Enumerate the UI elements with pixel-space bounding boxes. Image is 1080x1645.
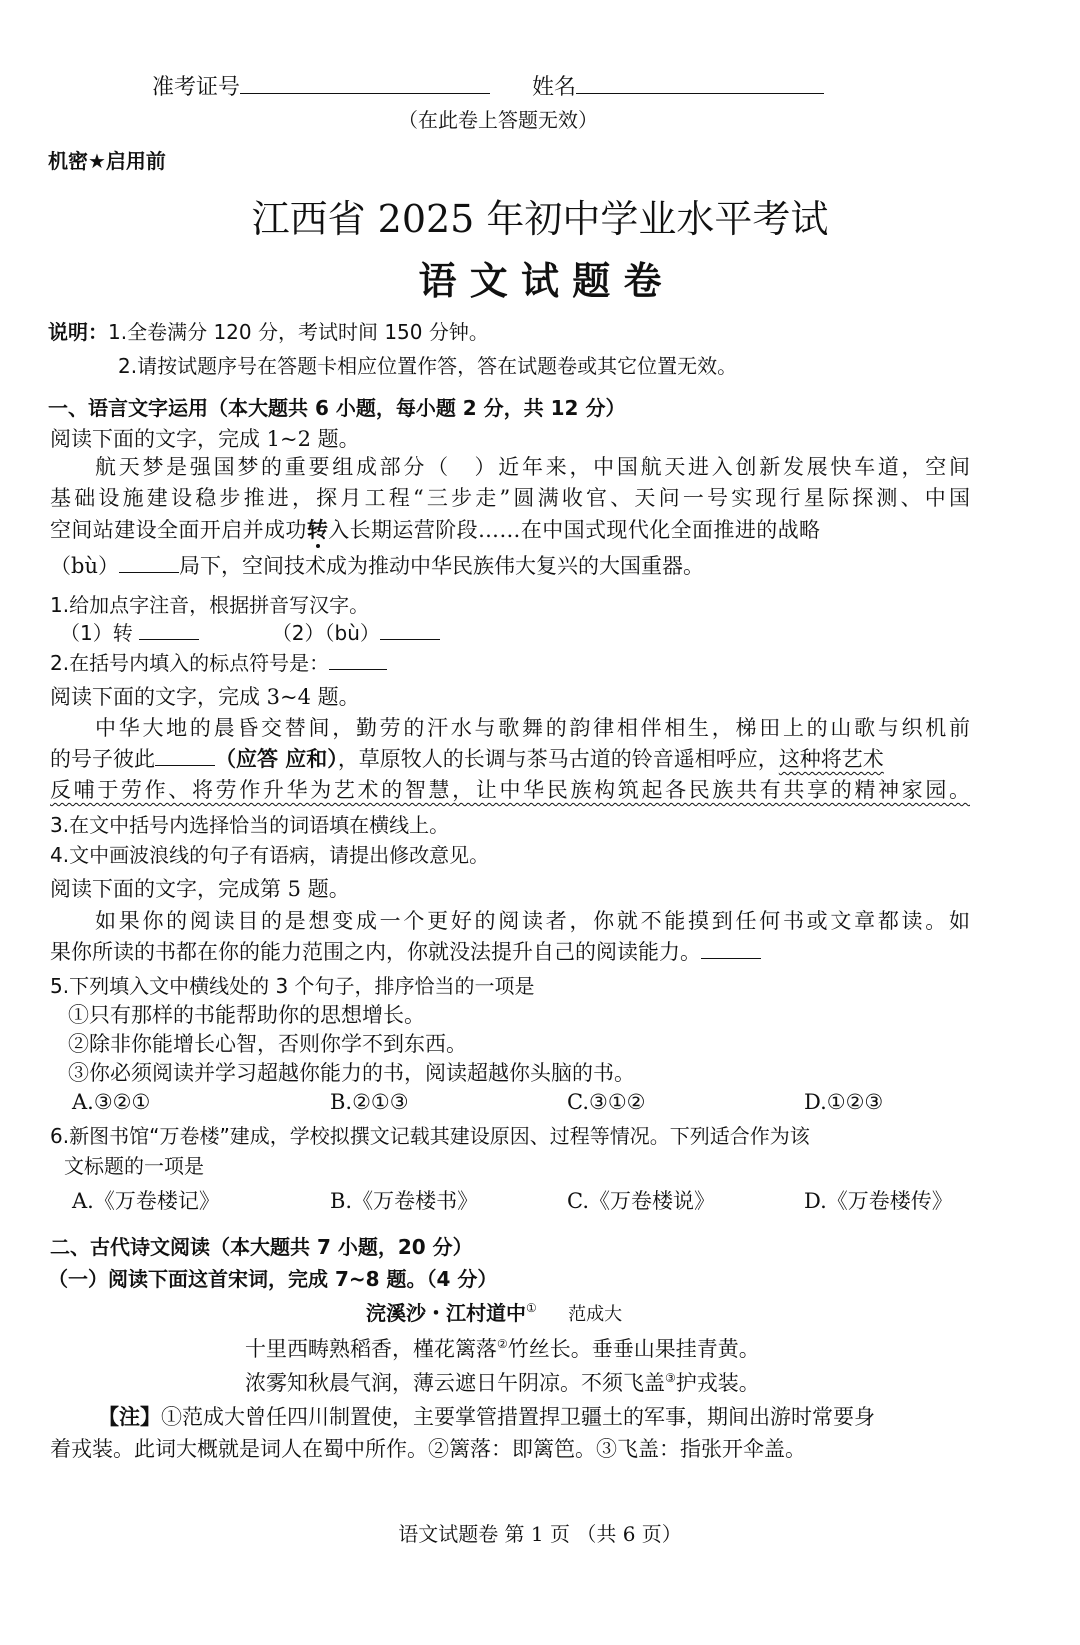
q5-option-a: A.③②① <box>72 1090 151 1114</box>
poem-line-2 <box>245 1367 760 1397</box>
candidate-name-blank <box>576 73 824 94</box>
instructions-line-1 <box>48 316 489 345</box>
answer-blank <box>380 619 440 640</box>
paper-subtitle: 语 文 试 题 卷 <box>418 259 662 303</box>
note-line-1 <box>98 1402 970 1432</box>
q5-sentence-2: ②除非你能增长心智，否则你学不到东西。 <box>68 1032 467 1056</box>
q6-option-a: A.《万卷楼记》 <box>72 1189 220 1213</box>
passage-2-line-1 <box>95 713 970 743</box>
answer-blank <box>139 619 199 640</box>
note-text: ①范成大曾任四川制置使，主要掌管措置捍卫疆土的军事，期间出游时常要身 <box>161 1405 875 1429</box>
answer-blank <box>119 552 179 573</box>
poem-text: 竹丝长。垂垂山果挂青黄。 <box>507 1337 760 1361</box>
word-choice: （应答 应和） <box>215 747 338 771</box>
q5-option-c: C.③①② <box>567 1090 646 1114</box>
read-instruction-3: 阅读下面的文字，完成第 5 题。 <box>50 877 350 901</box>
section-2-heading: 二、古代诗文阅读（本大题共 7 小题，20 分） <box>50 1235 473 1259</box>
note-line-2: 着戎装。此词大概就是词人在蜀中所作。②篱落：即篱笆。③飞盖：指张开伞盖。 <box>50 1437 806 1461</box>
wavy-sentence: 这种将艺术 <box>778 747 884 771</box>
passage-1-line-4 <box>50 551 1035 581</box>
dotted-char: 转 <box>306 517 329 542</box>
pinyin-bu: （bù） <box>50 554 119 578</box>
question-6-line-1: 6.新图书馆“万卷楼”建成，学校拟撰文记载其建设原因、过程等情况。下列适合作为该 <box>50 1124 810 1148</box>
passage-3-line-1 <box>95 906 970 936</box>
candidate-name-field <box>532 70 824 101</box>
exam-title: 江西省 2025 年初中学业水平考试 <box>251 197 829 241</box>
poem-line-1 <box>245 1333 760 1363</box>
question-4: 4.文中画波浪线的句子有语病，请提出修改意见。 <box>50 843 490 867</box>
passage-3-text: 果你所读的书都在你的能力范围之内，你就没法提升自己的阅读能力。 <box>50 940 701 964</box>
answer-blank <box>155 745 215 766</box>
question-3: 3.在文中括号内选择恰当的词语填在横线上。 <box>50 813 450 837</box>
footnote-mark: ② <box>497 1337 508 1351</box>
passage-1-line-3 <box>50 515 970 545</box>
passage-1-text: 航天梦是强国梦的重要组成部分（ ）近年来，中国航天进入创新发展快车道，空间 <box>95 455 970 479</box>
instructions-prefix: 说明： <box>48 320 108 344</box>
ticket-number-label: 准考证号 <box>152 75 241 100</box>
q5-sentence-3: ③你必须阅读并学习超越你能力的书，阅读超越你头脑的书。 <box>68 1061 635 1085</box>
poem-text: 十里西畴熟稻香，槿花篱落 <box>245 1337 497 1361</box>
passage-1-text: 局下，空间技术成为推动中华民族伟大复兴的大国重器。 <box>178 554 704 578</box>
q6-option-c: C.《万卷楼说》 <box>567 1189 715 1213</box>
q2-text: 2.在括号内填入的标点符号是： <box>50 651 330 675</box>
question-1-items <box>60 618 1045 648</box>
q6-option-d: D.《万卷楼传》 <box>804 1189 953 1213</box>
passage-1-text: 空间站建设全面开启并成功 <box>50 518 307 542</box>
read-instruction-1: 阅读下面的文字，完成 1~2 题。 <box>50 427 360 451</box>
invalid-note: （在此卷上答题无效） <box>398 108 598 132</box>
q5-sentence-1: ①只有那样的书能帮助你的思想增长。 <box>68 1003 425 1027</box>
passage-2-line-2 <box>50 744 970 774</box>
passage-2-text: ，草原牧人的长调与茶马古道的铃音遥相呼应， <box>337 747 779 771</box>
ticket-number-field <box>152 70 490 101</box>
question-1: 1.给加点字注音，根据拼音写汉字。 <box>50 593 370 617</box>
passage-1-text: 入长期运营阶段……在中国式现代化全面推进的战略 <box>328 518 821 542</box>
candidate-name-label: 姓名 <box>532 75 577 100</box>
read-instruction-2: 阅读下面的文字，完成 3~4 题。 <box>50 685 360 709</box>
poem-text: 护戎装。 <box>675 1371 760 1395</box>
section-2-sub-1: （一）阅读下面这首宋词，完成 7~8 题。（4 分） <box>48 1267 498 1291</box>
question-6-line-2: 文标题的一项是 <box>64 1154 204 1178</box>
instructions-item-1: 1.全卷满分 120 分，考试时间 150 分钟。 <box>108 320 489 344</box>
passage-1-line-1 <box>95 452 970 482</box>
poem-title-line <box>366 1297 622 1326</box>
footnote-mark: ① <box>526 1301 537 1315</box>
q1-item-b: （2）（bù） <box>271 621 380 645</box>
passage-1-text: 基础设施建设稳步推进，探月工程“三步走”圆满收官、天问一号实现行星际探测、中国 <box>50 486 970 510</box>
note-label: 【注】 <box>98 1405 161 1429</box>
poem-title: 浣溪沙・江村道中 <box>366 1301 526 1325</box>
q5-option-b: B.②①③ <box>330 1090 409 1114</box>
q1-item-a: （1）转 <box>60 621 133 645</box>
answer-blank <box>329 649 387 670</box>
poem-text: 浓雾知秋晨气润，薄云遮日午阴凉。不须飞盖 <box>245 1371 665 1395</box>
passage-2-text: 中华大地的晨昏交替间，勤劳的汗水与歌舞的韵律相伴相生，梯田上的山歌与织机前 <box>95 716 970 740</box>
question-5: 5.下列填入文中横线处的 3 个句子，排序恰当的一项是 <box>50 974 535 998</box>
ticket-number-blank <box>240 73 490 94</box>
q6-option-b: B.《万卷楼书》 <box>330 1189 479 1213</box>
section-1-heading: 一、语言文字运用（本大题共 6 小题，每小题 2 分，共 12 分） <box>48 396 626 420</box>
page-footer: 语文试题卷 第 1 页 （共 6 页） <box>398 1522 682 1546</box>
passage-2-text: 的号子彼此 <box>50 747 155 771</box>
footnote-mark: ③ <box>665 1371 676 1385</box>
secret-label: 机密★启用前 <box>48 149 166 173</box>
answer-blank <box>701 938 761 959</box>
instructions-item-2: 2.请按试题序号在答题卡相应位置作答，答在试题卷或其它位置无效。 <box>118 354 738 378</box>
passage-1-line-2 <box>50 483 970 513</box>
poem-author: 范成大 <box>568 1304 623 1325</box>
wavy-sentence: 反哺于劳作、将劳作升华为艺术的智慧，让中华民族构筑起各民族共有共享的精神家园。 <box>50 778 970 802</box>
q5-option-d: D.①②③ <box>804 1090 884 1114</box>
passage-3-text: 如果你的阅读目的是想变成一个更好的阅读者，你就不能摸到任何书或文章都读。如 <box>95 909 970 933</box>
passage-2-line-3 <box>50 775 970 805</box>
question-2 <box>50 648 1035 678</box>
passage-3-line-2 <box>50 937 1035 967</box>
